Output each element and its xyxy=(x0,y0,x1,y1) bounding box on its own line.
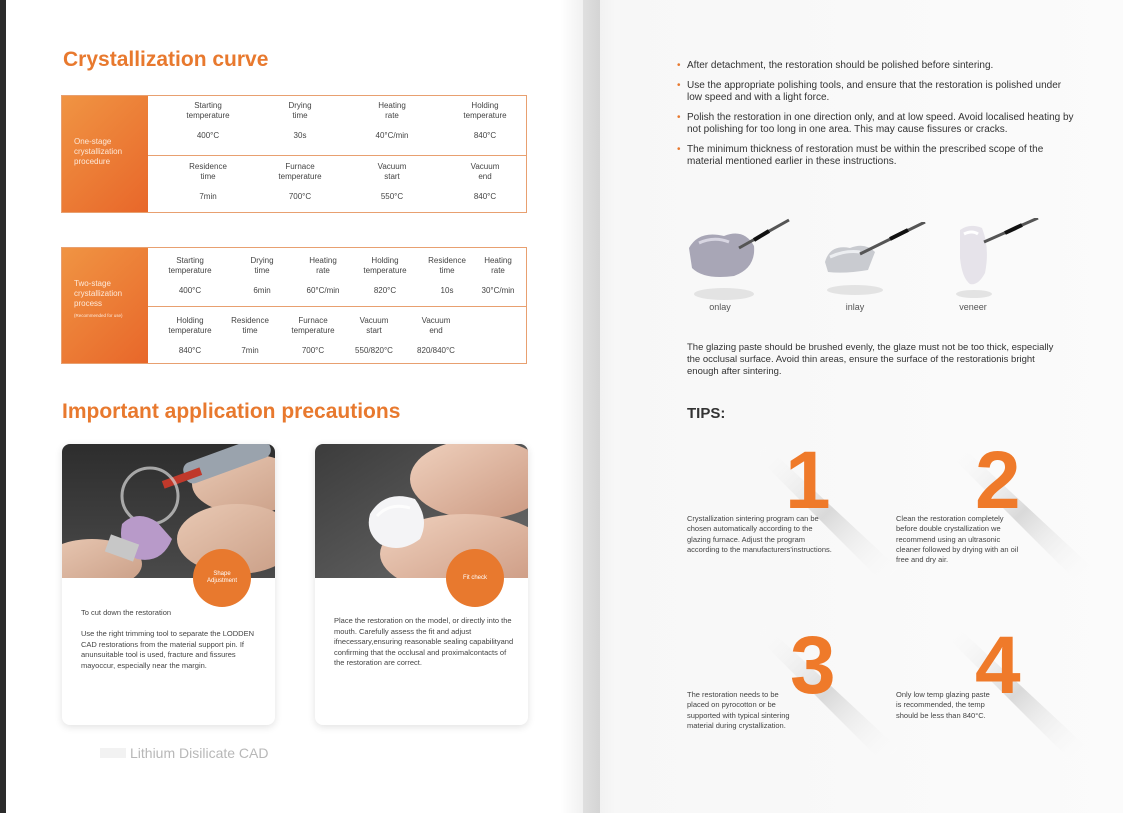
tip-4-text: Only low temp glazing paste is recommended, the temp should be less than 840°C. xyxy=(896,690,990,720)
polishing-bullets xyxy=(677,60,1077,176)
table-sidebar xyxy=(62,248,148,363)
precautions-title: Important application precautions xyxy=(62,400,401,423)
sidebar-label: crystallization xyxy=(74,289,123,298)
sidebar-label: crystallization xyxy=(74,147,123,156)
shape-adjustment-badge: Shape Adjustment xyxy=(193,549,251,607)
tip-4-number: 4 xyxy=(975,620,1021,711)
table-cell: Furnace temperature 700°C xyxy=(291,316,335,355)
table-cell: Residence time 7min xyxy=(231,316,269,355)
table-cell: Vacuum end 840°C xyxy=(470,162,500,201)
table-row xyxy=(148,155,526,213)
two-stage-table xyxy=(61,247,527,364)
veneer-label: veneer xyxy=(959,302,987,312)
tip-3-text: The restoration needs to be placed on pyrocotton or be supported with typical sintering material during crystallization. xyxy=(687,690,790,730)
table-row xyxy=(148,96,526,155)
inlay-label: inlay xyxy=(845,302,865,312)
tip-1-text: Crystallization sintering program can be chosen automatically according to the glazing furnace. Adjust the program according to the manufacturers'instructions. xyxy=(687,514,832,554)
table-cell: Holding temperature 840°C xyxy=(463,101,507,140)
sidebar-label: One-stage xyxy=(74,137,112,146)
table-cell: Heating rate 40°C/min xyxy=(375,101,409,140)
sidebar-label: process xyxy=(74,299,103,308)
tip-1-number: 1 xyxy=(785,435,831,526)
list-item: • After detachment, the restoration should be polished before sintering. xyxy=(677,60,994,71)
crystallization-curve-title: Crystallization curve xyxy=(63,48,269,71)
table-row xyxy=(148,248,526,306)
fit-check-card xyxy=(315,444,528,725)
onlay-label: onlay xyxy=(709,302,731,312)
table-cell: Furnace temperature 700°C xyxy=(278,162,322,201)
table-cell: Heating rate 30°C/min xyxy=(481,256,515,295)
sidebar-label: Two-stage xyxy=(74,279,111,288)
inlay-image xyxy=(820,222,930,302)
shape-adjustment-card xyxy=(62,444,275,725)
table-cell: Residence time 7min xyxy=(189,162,227,201)
table-cell: Vacuum start 550/820°C xyxy=(355,316,393,355)
list-item: • Use the appropriate polishing tools, and ensure that the restoration is polished under low speed and with a light force. xyxy=(677,80,1062,103)
list-item: • The minimum thickness of restoration must be within the prescribed scope of the material mentioned earlier in these instructions. xyxy=(677,144,1044,167)
table-cell: Holding temperature 820°C xyxy=(363,256,407,295)
brand-logo xyxy=(100,748,126,758)
table-cell: Vacuum end 820/840°C xyxy=(417,316,455,355)
sidebar-note: (Recommended for use) xyxy=(74,313,123,318)
table-cell: Holding temperature 840°C xyxy=(168,316,212,355)
table-cell: Heating rate 60°C/min xyxy=(306,256,340,295)
tip-2-text: Clean the restoration completely before double crystallization we recommend using an ultrasonic cleaner followed by drying with an oil free and dry air. xyxy=(896,514,1019,565)
table-row xyxy=(148,306,526,364)
sidebar-label: procedure xyxy=(74,157,111,166)
card-body: Place the restoration on the model, or directly into the mouth. Carefully assess the fit and adjust ifnecessary,ensuring reasonable sealing capabilityand confirming that the occlusal and proximalcontacts of the restoration are correct. xyxy=(334,616,514,667)
fit-check-badge: Fit check xyxy=(446,549,504,607)
list-item: • Polish the restoration in one direction only, and at low speed. Avoid localised heating by not polishing for too long in one area. This may cause fissures or cracks. xyxy=(677,112,1074,135)
veneer-image xyxy=(950,218,1040,303)
table-cell: Starting temperature 400°C xyxy=(186,101,230,140)
tip-3-number: 3 xyxy=(790,620,836,711)
footer-brand: Lithium Disilicate CAD xyxy=(130,745,269,761)
glazing-paragraph: The glazing paste should be brushed evenly, the glaze must not be too thick, especially the occlusal surface. Avoid thin areas, ensure the surface of the restorationis bright enough after sintering. xyxy=(687,342,1054,377)
table-cell: Residence time 10s xyxy=(428,256,466,295)
table-sidebar xyxy=(62,96,148,212)
one-stage-table xyxy=(61,95,527,213)
tip-2-number: 2 xyxy=(975,435,1021,526)
onlay-image xyxy=(684,218,794,303)
card-heading: To cut down the restoration xyxy=(81,608,172,617)
table-cell: Vacuum start 550°C xyxy=(377,162,407,201)
tips-title: TIPS: xyxy=(687,405,726,422)
table-cell: Starting temperature 400°C xyxy=(168,256,212,295)
table-cell: Drying time 30s xyxy=(288,101,312,140)
table-cell: Drying time 6min xyxy=(250,256,274,295)
card-body: Use the right trimming tool to separate the LODDEN CAD restorations from the material support pin. If anunsuitable tool is used, fracture and fissures mayoccur, especially near the margin. xyxy=(81,629,254,670)
